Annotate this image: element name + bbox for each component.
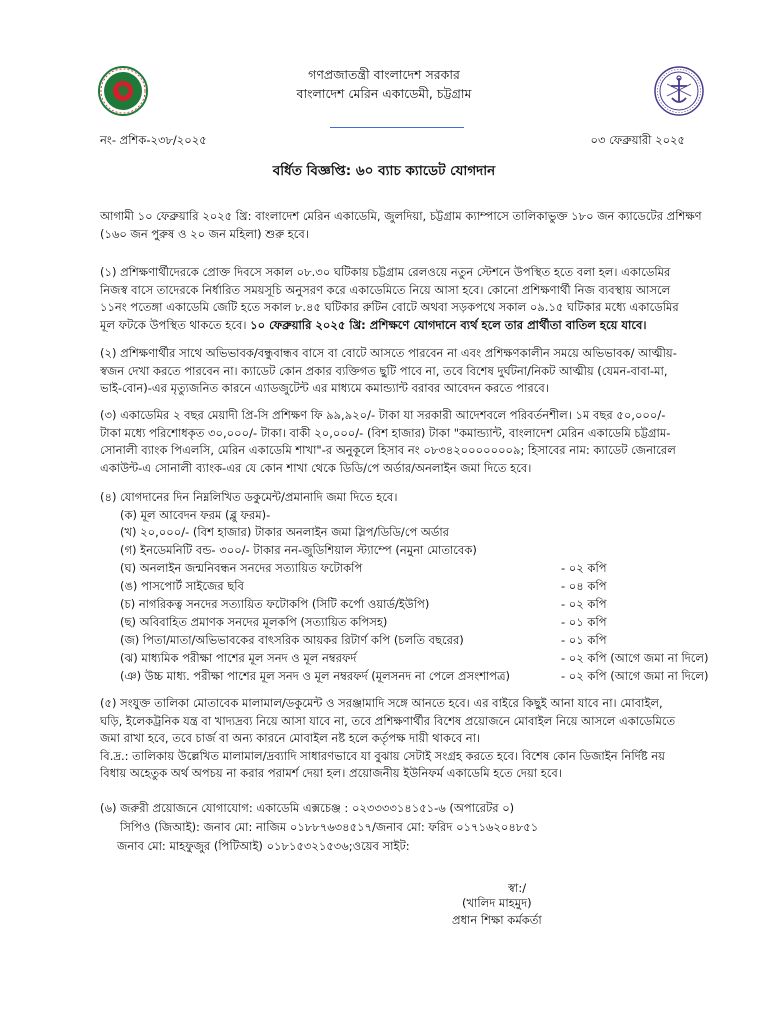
reference-number: নং- প্রশিক-২৩৮/২০২৫ <box>100 133 207 147</box>
paragraph-line: (৫) সংযুক্ত তালিকা মোতাবেক মালামাল/ডকুমেন্ট ও সরঞ্জামাদি সঙ্গে আনতে হবে। এর বাইরে কিছুই আনা যাবে না। মোবাইল, <box>100 696 663 710</box>
document-quantity: - ০২ কপি <box>561 597 607 611</box>
document-label: (ঙ) পাসপোর্ট সাইজের ছবি <box>120 579 244 593</box>
signatory-designation: প্রধান শিক্ষা কর্মকর্তা <box>452 913 542 927</box>
document-item <box>120 578 685 595</box>
document-item <box>120 614 685 631</box>
documents-intro: (৪) যোগদানের দিন নিম্নলিখিত ডকুমেন্ট/প্রমানাদি জমা দিতে হবে। <box>100 490 398 504</box>
intro-line: (১৬০ জন পুরুষ ও ২০ জন মহিলা) শুরু হবে। <box>100 226 309 241</box>
paragraph-5 <box>100 695 685 783</box>
paragraph-text: মূল ফটকে উপস্থিত থাকতে হবে। <box>100 317 251 332</box>
document-date: ০৩ ফেব্রুয়ারী ২০২৫ <box>590 133 685 147</box>
document-label: (ঘ) অনলাইন জন্মনিবন্ধন সনদের সত্যায়িত ফটোকপি <box>120 561 363 575</box>
paragraph-line: নিজস্ব বাসে তাদেরকে নির্ধারিত সময়সূচি অনুসরণ করে একাডেমিতে নিয়ে আসা হবে। কোনো প্রশিক্ষণার্থী নিজ ব্যবস্থায় আসলে <box>100 282 671 297</box>
paragraph-line: স্বজন দেখা করতে পারবেন না। ক্যাডেট কোন প্রকার ব্যক্তিগত ছুটি পাবে না, তবে বিশেষ দুর্ঘটনা/নিকট আত্মীয় (যেমন-বাবা-মা, <box>100 363 668 378</box>
document-label: (চ) নাগরিকত্ব সনদের সত্যায়িত ফটোকপি (সিটি কর্পো ওয়ার্ড/ইউপি) <box>120 597 430 611</box>
note-line: বি.দ্র.: তালিকায় উল্লেখিত মালামাল/দ্রব্যাদি সাধারণভাবে যা বুঝায় সেটাই সংগ্রহ করতে হবে। বিশেষ কোন ডিজাইন নির্দিষ্ট নয় <box>100 748 665 763</box>
contact-exchange: (৬) জরুরী প্রয়োজনে যোগাযোগ: একাডেমি এক্সচেঞ্জ : ০২৩৩৩৩১৪১৫১-৬ (অপারেটর ০) <box>100 801 515 815</box>
notice-title: বর্ধিত বিজ্ঞপ্তি: ৬০ ব্যাচ ক্যাডেট যোগদান <box>272 163 496 179</box>
document-quantity: - ০১ কপি <box>561 615 607 629</box>
document-quantity: - ০৪ কপি <box>561 579 607 593</box>
paragraph-1 <box>100 264 685 334</box>
document-quantity: - ০১ কপি <box>561 633 607 647</box>
document-quantity: - ০২ কপি (আগে জমা না দিলে) <box>561 669 709 683</box>
header-rule <box>330 127 464 128</box>
document-quantity: - ০২ কপি (আগে জমা না দিলে) <box>561 651 709 665</box>
paragraph-2 <box>100 345 685 398</box>
note-line: বিধায় অহেতুক অর্থ অপচয় না করার পরামর্শ দেয়া হল। প্রয়োজনীয় ইউনিফর্ম একাডেমি হতে দেয়া হবে। <box>100 766 562 781</box>
document-label: (গ) ইনডেমনিটি বন্ড- ৩০০/- টাকার নন-জুডিশিয়াল স্ট্যাম্পে (নমুনা মোতাবেক) <box>120 543 477 557</box>
document-item <box>120 560 685 577</box>
deadline-warning: ১০ ফেব্রুয়ারি ২০২৫ খ্রি: প্রশিক্ষণে যোগদানে ব্যর্থ হলে তার প্রার্থীতা বাতিল হয়ে যাবে। <box>250 317 647 332</box>
document-item <box>120 650 709 667</box>
paragraph-line: (৩) একাডেমির ২ বছর মেয়াদী প্রি-সি প্রশিক্ষণ ফি ৯৯,৯২০/- টাকা যা সরকারী আদেশবলে পরিবর্তনশীল। ১ম বছর ৫০,০০০/- <box>100 408 666 422</box>
document-item <box>120 596 685 613</box>
document-label: (ঞ) উচ্চ মাধ্য. পরীক্ষা পাশের মূল সনদ ও মূল নম্বরফর্দ (মূলসনদ না পেলে প্রসংশাপত্র) <box>120 669 511 683</box>
document-item <box>120 632 685 649</box>
document-item <box>120 668 709 685</box>
document-label: (খ) ২০,০০০/- (বিশ হাজার) টাকার অনলাইন জমা স্লিপ/ডিডি/পে অর্ডার <box>120 525 450 539</box>
paragraph-line: সোনালী ব্যাংক পিএলসি, মেরিন একাডেমি শাখা"-র অনুকূলে হিসাব নং ০৮৩৪২০০০০০০০৯; হিসাবের নাম: ক্যাডেট জেনারেল <box>100 443 676 458</box>
paragraph-line: ভাই-বোন)-এর মৃত্যুজনিত কারনে এ্যাডজুটেন্ট এর মাধ্যমে কমান্ড্যান্ট বরাবর আবেদন করতে পারবে। <box>100 381 549 396</box>
academy-name: বাংলাদেশ মেরিন একাডেমী, চট্টগ্রাম <box>296 86 472 101</box>
govt-name: গণপ্রজাতন্ত্রী বাংলাদেশ সরকার <box>308 67 460 82</box>
document-label: (জ) পিতা/মাতা/অভিভাবকের বাৎসরিক আয়কর রিটার্ণ কপি (চলতি বছরের) <box>120 633 464 647</box>
contact-cpo: সিপিও (জিআই): জনাব মো: নাজিম ০১৮৮৭৬৩৪৫১৭/জনাব মো: ফরিদ ০১৭১৬২০৪৮৫১ <box>120 820 539 834</box>
document-item <box>120 507 685 524</box>
document-label: (ক) মূল আবেদন ফরম (ব্লু ফরম)- <box>120 508 271 522</box>
paragraph-3 <box>100 407 685 477</box>
document-label: (ছ) অবিবাহিত প্রমাণক সনদের মূলকপি (সত্যায়িত কপিসহ) <box>120 615 388 629</box>
document-item <box>120 524 685 541</box>
paragraph-line <box>100 317 685 335</box>
paragraph-line: (২) প্রশিক্ষণার্থীর সাথে অভিভাবক/বন্ধুবান্ধব বাসে বা বোটে আসতে পারবেন না এবং প্রশিক্ষণকালীন সময়ে অভিভাবক/ আত্মীয়- <box>100 346 677 360</box>
document-quantity: - ০২ কপি <box>561 561 607 575</box>
intro-paragraph <box>100 208 702 243</box>
document-item <box>120 542 685 559</box>
intro-line: আগামী ১০ ফেব্রুয়ারি ২০২৫ খ্রি: বাংলাদেশ মেরিন একাডেমি, জুলদিয়া, চট্টগ্রাম ক্যাম্পাসে তালিকাভুক্ত ১৮০ জন ক্যাডেটের প্রশিক্ষণ <box>100 209 702 223</box>
paragraph-line: একাউন্ট-এ সোনালী ব্যাংক-এর যে কোন শাখা থেকে ডিডি/পে অর্ডার/অনলাইন জমা দিতে হবে। <box>100 460 532 475</box>
paragraph-line: ১১নং পতেঙ্গা একাডেমি জেটি হতে সকাল ৮.৪৫ ঘটিকার রুটিন বোটে অথবা সড়কপথে সকাল ০৯.১৫ ঘটিকার মধ্যে একাডেমির <box>100 300 679 315</box>
paragraph-line: টাকা মধ্যে পরিশোধকৃত ৩০,০০০/- টাকা। বাকী ২০,০০০/- (বিশ হাজার) টাকা "কমান্ড্যান্ট, বাংলাদেশ মেরিন একাডেমি চট্টগ্রাম- <box>100 425 671 440</box>
paragraph-line: (১) প্রশিক্ষণার্থীদেরকে প্রোক্ত দিবসে সকাল ০৮.৩০ ঘটিকায় চট্টগ্রাম রেলওয়ে নতুন স্টেশনে উপস্থিত হতে বলা হল। একাডেমির <box>100 265 671 279</box>
signature-mark: স্বা:/ <box>508 881 527 895</box>
contact-pti: জনাব মো: মাহফুজুর (পিটিআই) ০১৮১৫৩২১৫৩৬;ওয়েব সাইট: <box>117 839 410 853</box>
paragraph-line: জমা রাখা হবে, তবে চার্জ বা অন্য কারনে মোবাইল নষ্ট হলে কর্তৃপক্ষ দায়ী থাকবে না। <box>100 731 481 746</box>
document-label: (ঝ) মাধ্যমিক পরীক্ষা পাশের মূল সনদ ও মূল নম্বরফর্দ <box>120 651 357 665</box>
paragraph-line: ঘড়ি, ইলেকট্রনিক যন্ত্র বা খাদ্যদ্রব্য নিয়ে আসা যাবে না, তবে প্রশিক্ষণার্থীর বিশেষ প্রয়োজনে মোবাইল নিয়ে আসলে একাডেমিতে <box>100 713 676 728</box>
signatory-name: (খালিদ মাহমুদ) <box>462 896 532 910</box>
